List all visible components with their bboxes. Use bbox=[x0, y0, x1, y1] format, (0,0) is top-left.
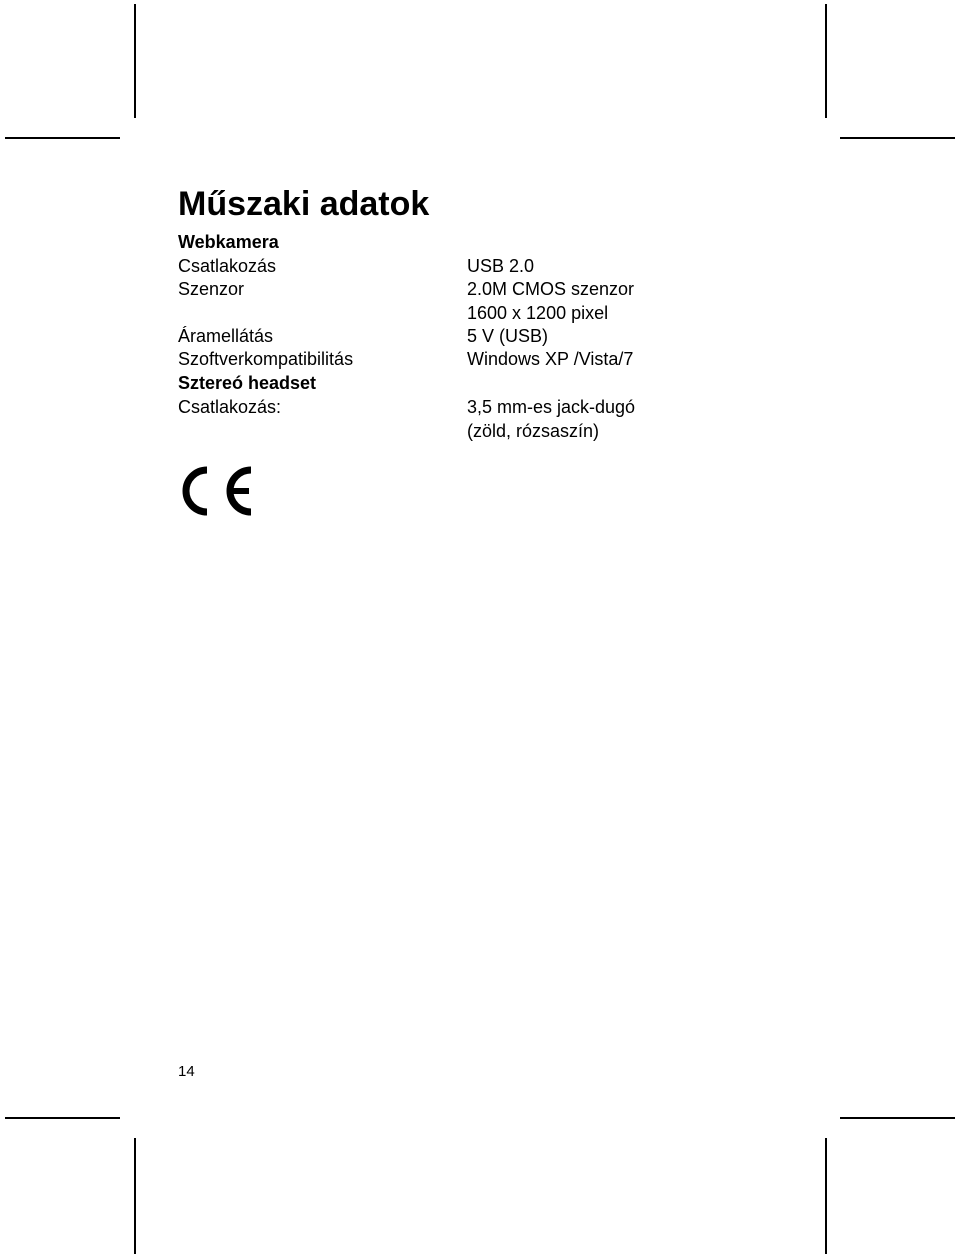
crop-mark-top-left-vertical bbox=[134, 4, 136, 118]
spec-value: 5 V (USB) bbox=[467, 326, 549, 346]
section-heading-label: Sztereó headset bbox=[178, 373, 317, 393]
crop-mark-top-right-horizontal bbox=[840, 137, 955, 139]
crop-mark-top-right-vertical bbox=[825, 4, 827, 118]
page-title: Műszaki adatok bbox=[178, 185, 430, 223]
spec-value: 2.0M CMOS szenzor bbox=[467, 279, 635, 299]
crop-mark-bottom-right-vertical bbox=[825, 1138, 827, 1254]
section-heading-label: Webkamera bbox=[178, 232, 279, 252]
crop-mark-bottom-left-vertical bbox=[134, 1138, 136, 1254]
spec-value: (zöld, rózsaszín) bbox=[467, 421, 600, 441]
crop-mark-bottom-right-horizontal bbox=[840, 1117, 955, 1119]
spec-label: Szoftverkompatibilitás bbox=[178, 349, 354, 369]
spec-label: Szenzor bbox=[178, 279, 245, 299]
spec-value: 1600 x 1200 pixel bbox=[467, 303, 609, 323]
spec-label: Csatlakozás bbox=[178, 256, 277, 276]
spec-value: USB 2.0 bbox=[467, 256, 535, 276]
spec-label: Áramellátás bbox=[178, 326, 274, 346]
crop-mark-bottom-left-horizontal bbox=[5, 1117, 120, 1119]
spec-value: 3,5 mm-es jack-dugó bbox=[467, 397, 636, 417]
spec-value: Windows XP /Vista/7 bbox=[467, 349, 634, 369]
page-number: 14 bbox=[178, 1063, 195, 1080]
crop-mark-top-left-horizontal bbox=[5, 137, 120, 139]
ce-mark-icon bbox=[178, 464, 254, 518]
spec-label: Csatlakozás: bbox=[178, 397, 282, 417]
